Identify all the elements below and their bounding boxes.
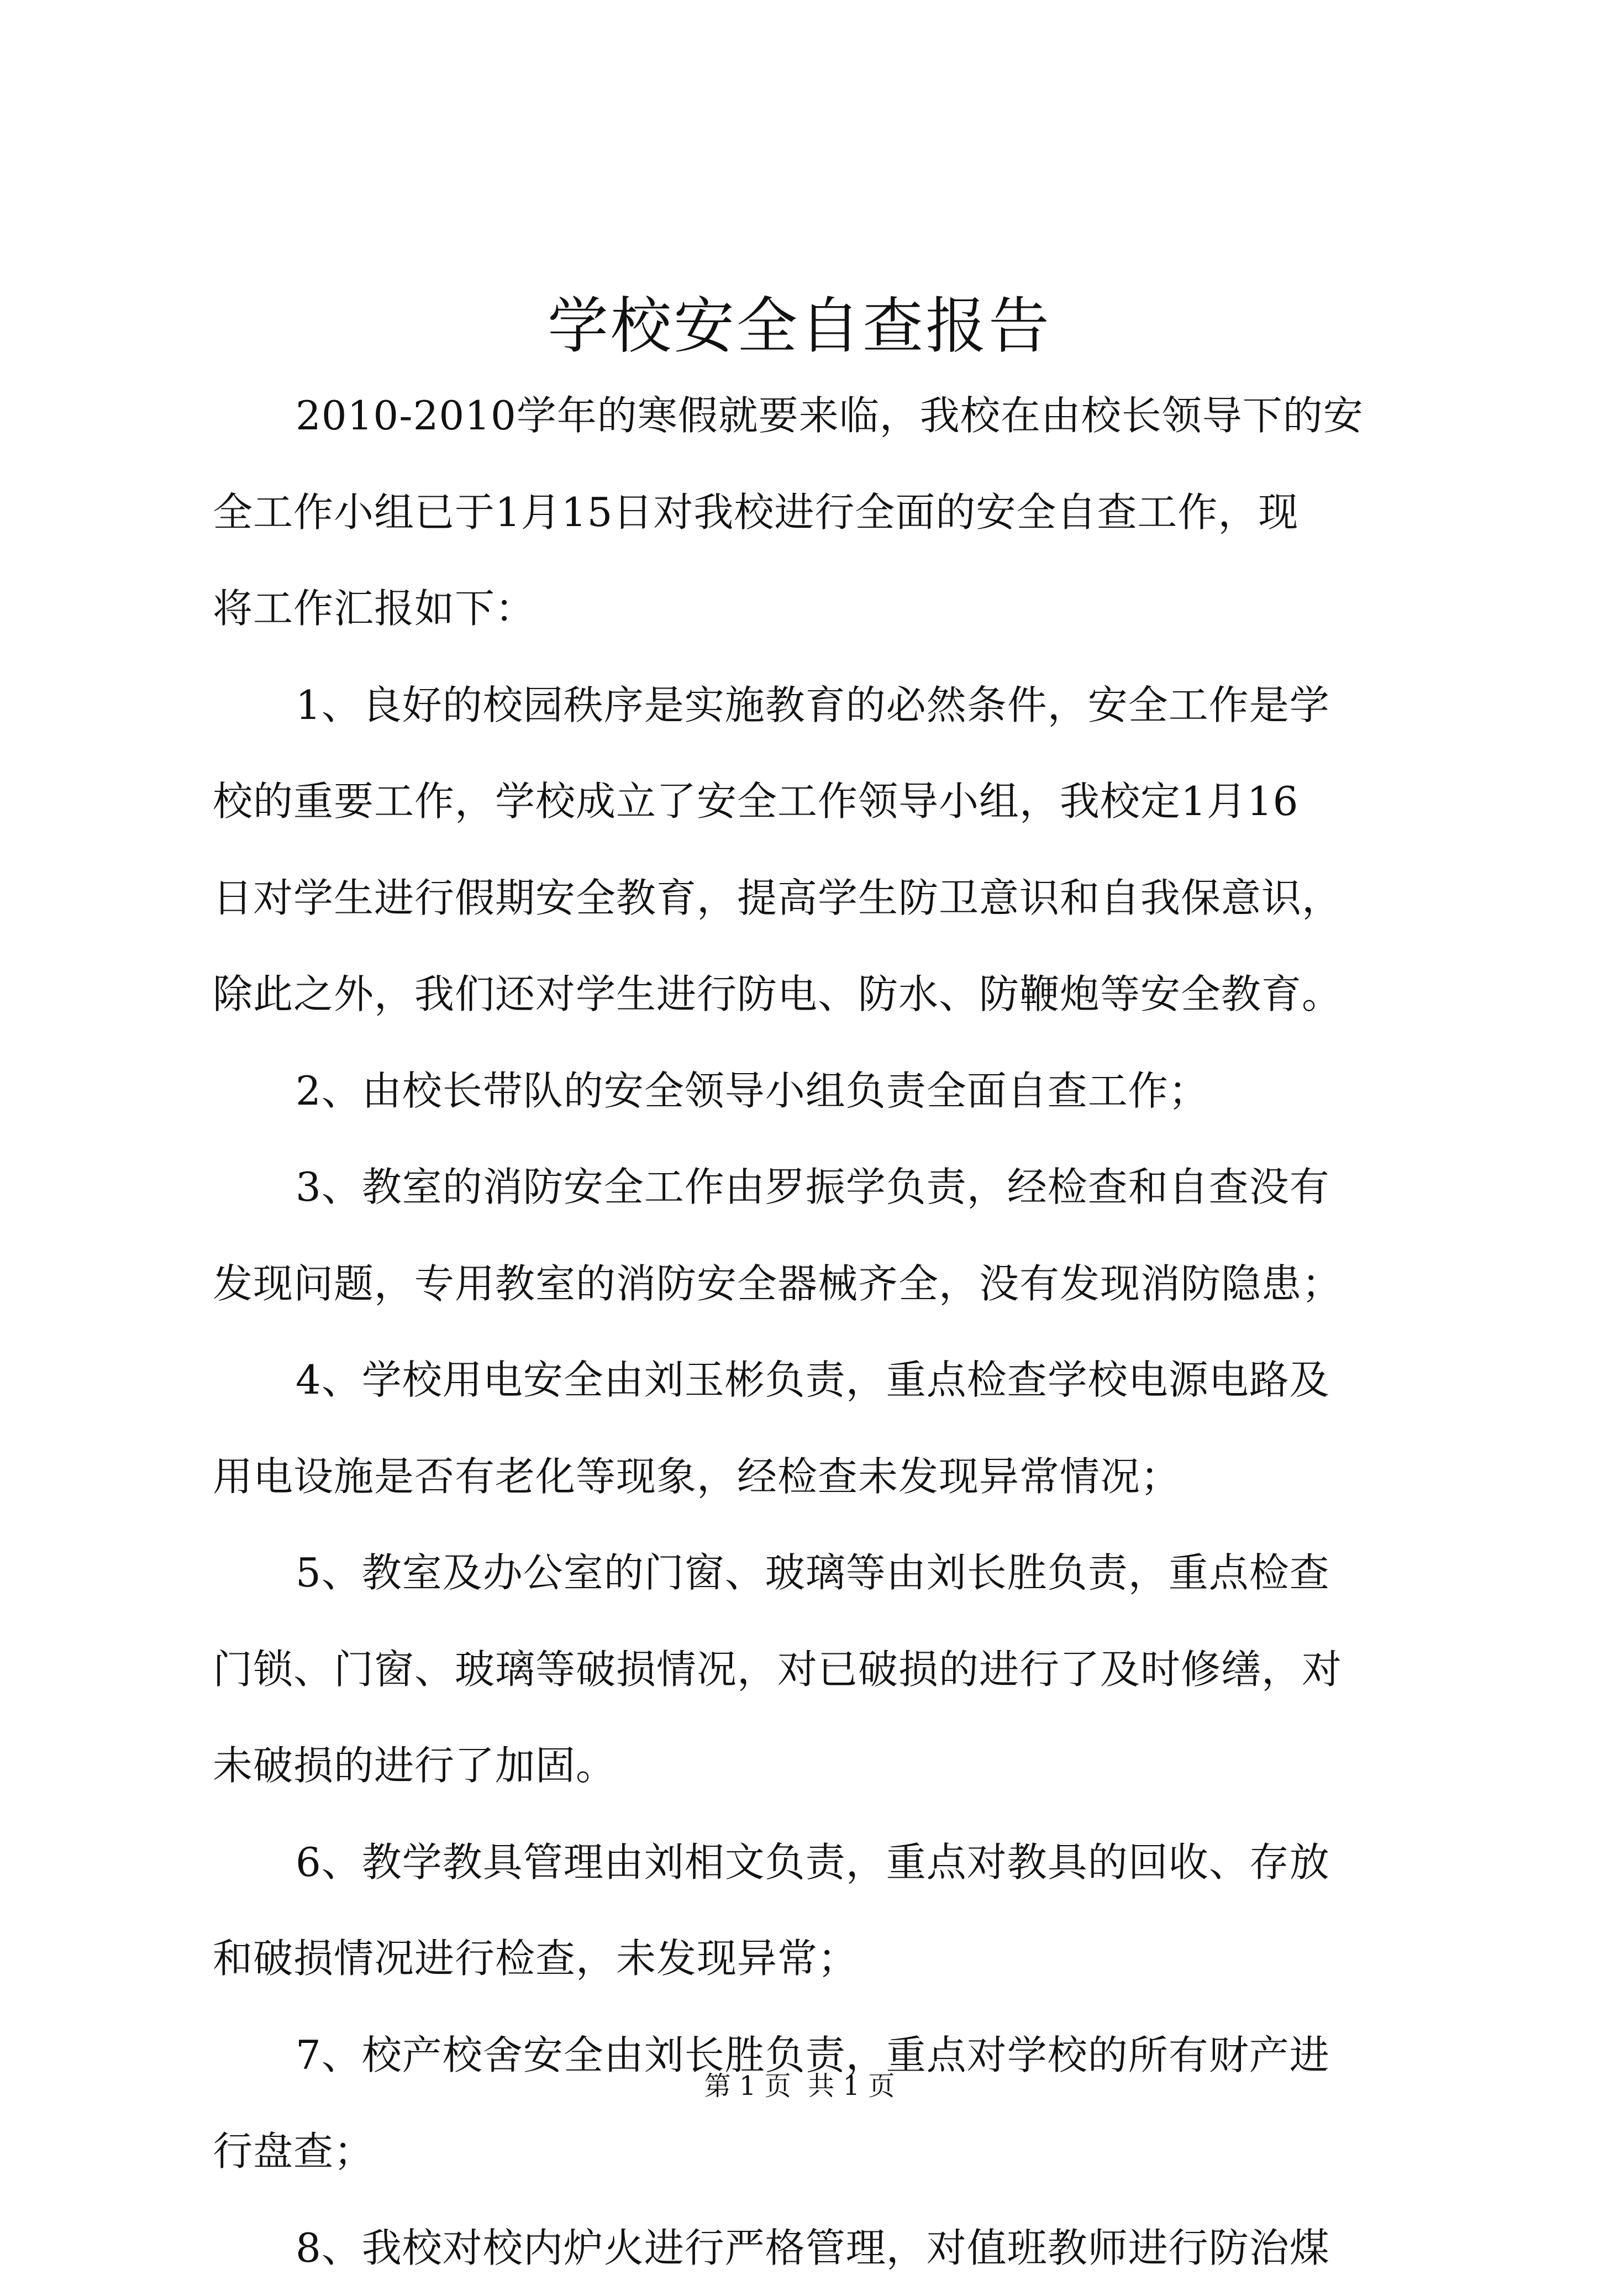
text-line: 校的重要工作，学校成立了安全工作领导小组，我校定1月16 <box>213 753 1395 850</box>
text-line: 除此之外，我们还对学生进行防电、防水、防鞭炮等安全教育。 <box>213 946 1395 1043</box>
text-line: 和破损情况进行检查，未发现异常； <box>213 1910 1395 2007</box>
text-line: 6、教学教具管理由刘相文负责，重点对教具的回收、存放 <box>213 1814 1395 1911</box>
text-line: 1、良好的校园秩序是实施教育的必然条件，安全工作是学 <box>213 657 1395 754</box>
text-line: 全工作小组已于1月15日对我校进行全面的安全自查工作，现 <box>213 464 1395 561</box>
text-line: 用电设施是否有老化等现象，经检查未发现异常情况； <box>213 1428 1395 1525</box>
report-body <box>213 367 1395 2296</box>
text-line: 5、教室及办公室的门窗、玻璃等由刘长胜负责，重点检查 <box>213 1525 1395 1621</box>
text-line: 将工作汇报如下： <box>213 560 1395 657</box>
text-line: 2010-2010学年的寒假就要来临，我校在由校长领导下的安 <box>213 367 1395 464</box>
page-title: 学校安全自查报告 <box>0 276 1599 376</box>
text-line: 门锁、门窗、玻璃等破损情况，对已破损的进行了及时修缮，对 <box>213 1621 1395 1718</box>
text-line: 未破损的进行了加固。 <box>213 1717 1395 1814</box>
text-line: 行盘查； <box>213 2103 1395 2200</box>
text-line: 3、教室的消防安全工作由罗振学负责，经检查和自查没有 <box>213 1139 1395 1236</box>
page-number-footer: 第 1 页 共 1 页 <box>0 2067 1599 2105</box>
text-line: 2、由校长带队的安全领导小组负责全面自查工作； <box>213 1043 1395 1139</box>
text-line: 4、学校用电安全由刘玉彬负责，重点检查学校电源电路及 <box>213 1332 1395 1428</box>
text-line: 7、校产校舍安全由刘长胜负责，重点对学校的所有财产进 <box>213 2007 1395 2104</box>
text-line: 日对学生进行假期安全教育，提高学生防卫意识和自我保意识， <box>213 850 1395 947</box>
text-line: 8、我校对校内炉火进行严格管理，对值班教师进行防治煤 <box>213 2200 1395 2296</box>
text-line: 发现问题，专用教室的消防安全器械齐全，没有发现消防隐患； <box>213 1236 1395 1332</box>
